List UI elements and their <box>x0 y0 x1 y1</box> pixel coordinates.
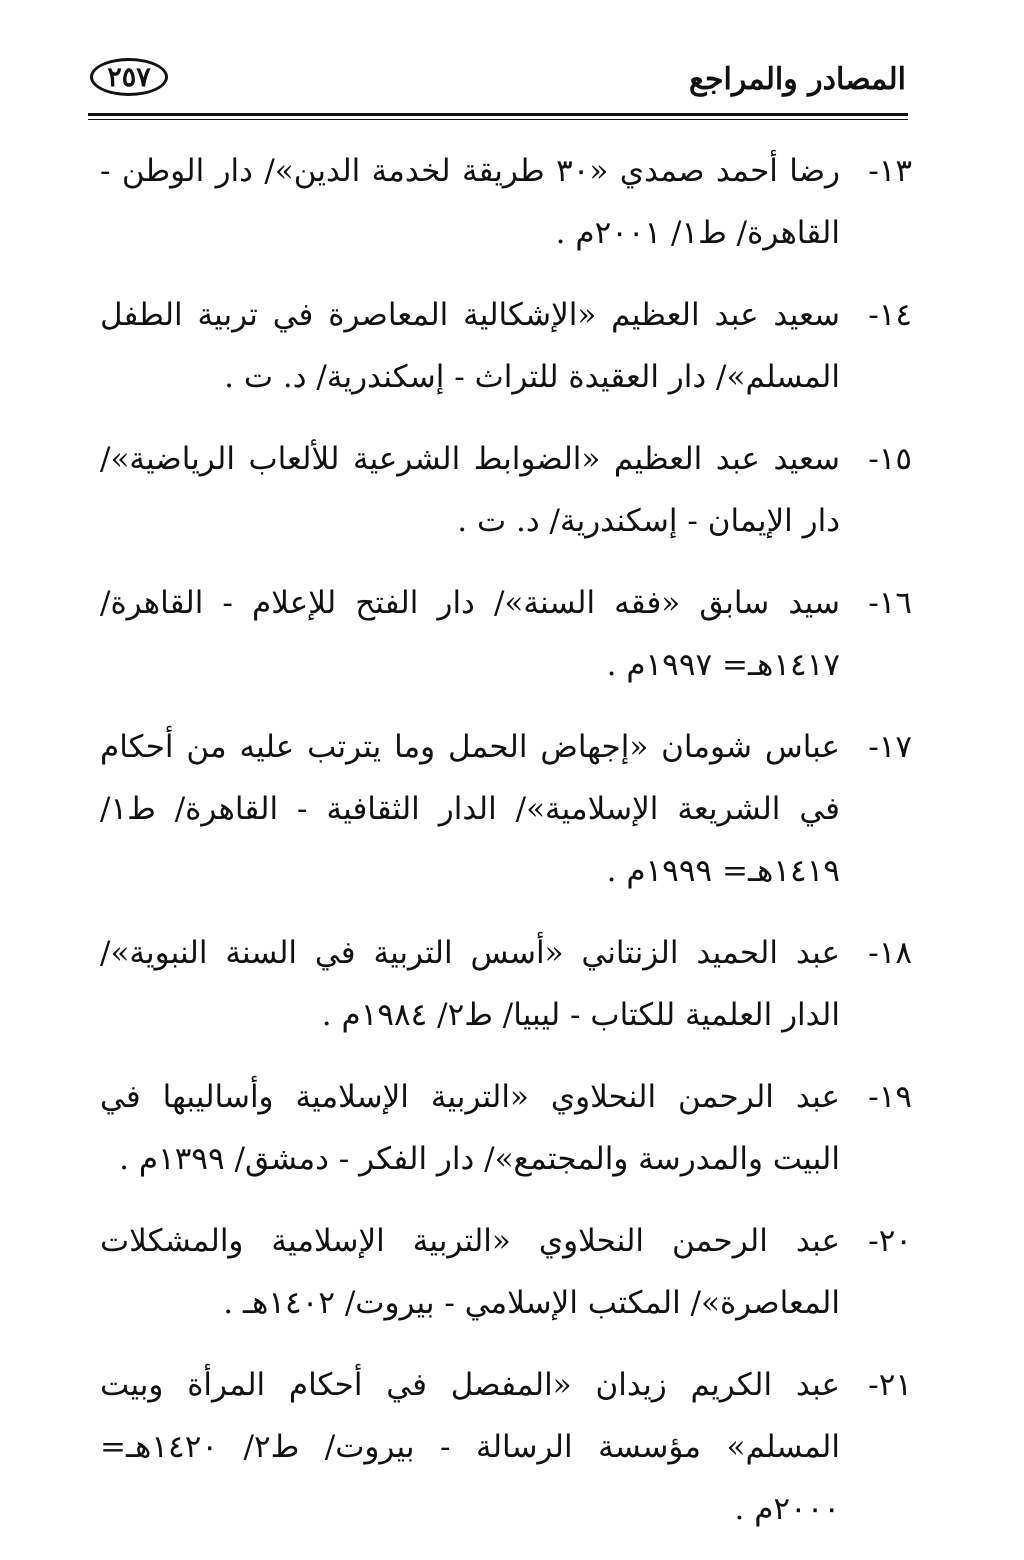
reference-text: سعيد عبد العظيم «الإشكالية المعاصرة في تربية الطفل المسلم»/ دار العقيدة للتراث - إسكندرية/ د. ت . <box>100 297 840 395</box>
reference-number: ١٧- <box>868 729 912 765</box>
reference-entry <box>100 428 912 552</box>
reference-text: سعيد عبد العظيم «الضوابط الشرعية للألعاب الرياضية»/ دار الإيمان - إسكندرية/ د. ت . <box>100 441 840 539</box>
reference-text: عبد الحميد الزنتاني «أسس التربية في السنة النبوية»/ الدار العلمية للكتاب - ليبيا/ ط٢/ ١٩٨٤م . <box>100 935 840 1033</box>
reference-entry <box>100 140 912 264</box>
reference-text: عبد الرحمن النحلاوي «التربية الإسلامية والمشكلات المعاصرة»/ المكتب الإسلامي - بيروت/ ١٤٠٢هـ . <box>100 1223 840 1321</box>
reference-number: ٢٠- <box>868 1223 912 1259</box>
reference-text: عبد الكريم زيدان «المفصل في أحكام المرأة وبيت المسلم» مؤسسة الرسالة - بيروت/ ط٢/ ١٤٢٠هـ= ٢٠٠٠م . <box>100 1367 840 1527</box>
reference-number: ٢١- <box>868 1367 912 1403</box>
reference-number: ١٩- <box>868 1079 912 1115</box>
reference-entry <box>100 284 912 408</box>
reference-text: عبد الرحمن النحلاوي «التربية الإسلامية وأساليبها في البيت والمدرسة والمجتمع»/ دار الفكر - دمشق/ ١٣٩٩م . <box>100 1079 840 1177</box>
reference-text: عباس شومان «إجهاض الحمل وما يترتب عليه من أحكام في الشريعة الإسلامية»/ الدار الثقافية - القاهرة/ ط١/ ١٤١٩هـ= ١٩٩٩م . <box>100 729 840 889</box>
reference-number: ١٦- <box>868 585 912 621</box>
section-title: المصادر والمراجع <box>689 62 906 97</box>
reference-entry <box>100 572 912 696</box>
reference-entry <box>100 716 912 902</box>
page-header <box>88 52 908 108</box>
references-list <box>100 140 912 1560</box>
reference-number: ١٣- <box>868 153 912 189</box>
header-rule-thick <box>88 113 908 116</box>
reference-number: ١٤- <box>868 297 912 333</box>
reference-entry <box>100 1210 912 1334</box>
header-rule-thin <box>88 119 908 120</box>
reference-entry <box>100 1354 912 1540</box>
page-number-badge: ٢٥٧ <box>90 58 168 96</box>
reference-number: ١٨- <box>868 935 912 971</box>
reference-text: سيد سابق «فقه السنة»/ دار الفتح للإعلام - القاهرة/ ١٤١٧هـ= ١٩٩٧م . <box>100 585 840 683</box>
reference-entry <box>100 1066 912 1190</box>
reference-number: ١٥- <box>868 441 912 477</box>
reference-entry <box>100 922 912 1046</box>
reference-text: رضا أحمد صمدي «٣٠ طريقة لخدمة الدين»/ دار الوطن - القاهرة/ ط١/ ٢٠٠١م . <box>100 153 840 251</box>
